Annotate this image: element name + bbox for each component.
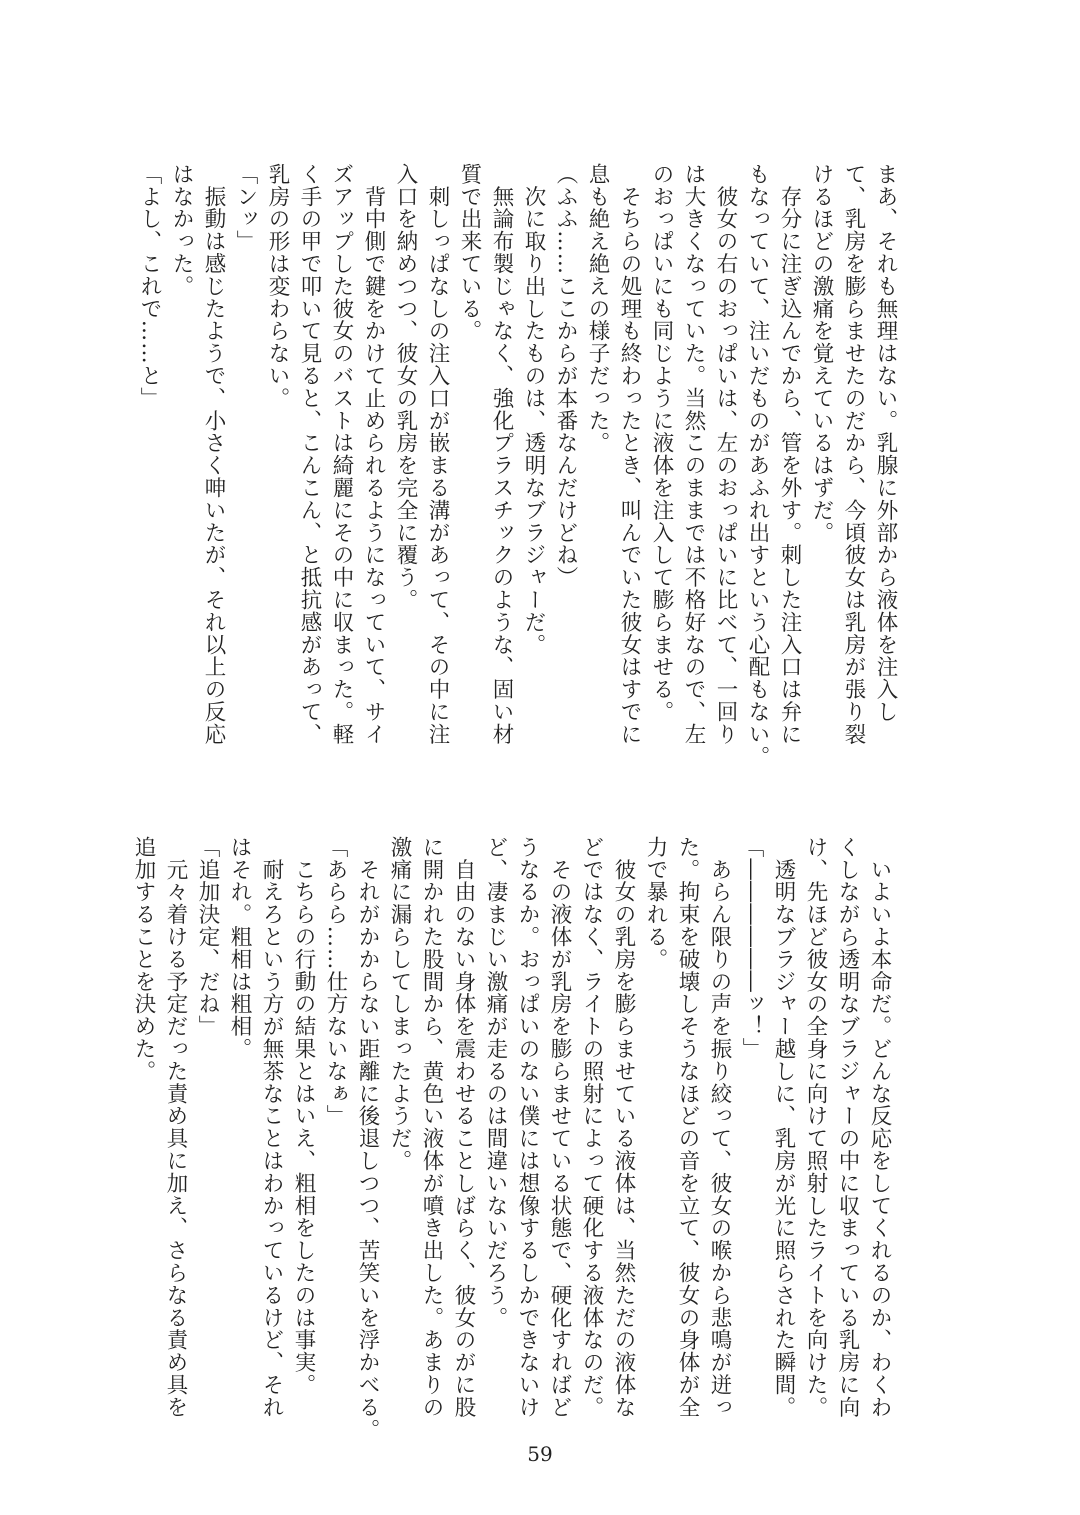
text-column: は大きくなっていた。当然このままでは不格好なので、左 <box>681 163 706 746</box>
text-column: 息も絶え絶えの様子だった。 <box>585 163 610 455</box>
text-block-bottom <box>127 836 895 1441</box>
text-column: く手の甲で叩いて見ると、こんこん、と抵抗感があって、 <box>297 163 322 746</box>
text-column: 力で暴れる。 <box>643 836 668 971</box>
text-column: その液体が乳房を膨らませている状態で、硬化すればど <box>547 836 572 1419</box>
text-column: 乳房の形は変わらない。 <box>265 163 290 410</box>
text-column: 追加することを決めた。 <box>131 836 156 1083</box>
text-column: 「追加決定、だね」 <box>195 836 220 1038</box>
text-column: 次に取り出したものは、透明なブラジャーだ。 <box>521 163 546 656</box>
text-column: くしながら透明なブラジャーの中に収まっている乳房に向 <box>835 836 860 1419</box>
text-column: （ふふ……ここからが本番なんだけどね） <box>553 163 578 589</box>
text-column: 耐えろという方が無茶なことはわかっているけど、それ <box>259 836 284 1419</box>
text-column: 元々着ける予定だった責め具に加え、さらなる責め具を <box>163 836 188 1419</box>
text-column: 振動は感じたようで、小さく呻いたが、それ以上の反応 <box>201 163 226 746</box>
text-column: け、先ほど彼女の全身に向けて照射したライトを向けた。 <box>803 836 828 1419</box>
text-column: 背中側で鍵をかけて止められるようになっていて、サイ <box>361 163 386 746</box>
text-column: 透明なブラジャー越しに、乳房が光に照らされた瞬間。 <box>771 836 796 1419</box>
text-column: 刺しっぱなしの注入口が嵌まる溝があって、その中に注 <box>425 163 450 746</box>
page-number: 59 <box>527 1442 553 1466</box>
text-column: うなるか。おっぱいのない僕には想像するしかできないけ <box>515 836 540 1419</box>
text-column: 入口を納めつつ、彼女の乳房を完全に覆う。 <box>393 163 418 611</box>
text-column: あらん限りの声を振り絞って、彼女の喉から悲鳴が迸っ <box>707 836 732 1419</box>
text-column: そちらの処理も終わったとき、叫んでいた彼女はすでに <box>617 163 642 746</box>
text-column: ど、凄まじい激痛が走るのは間違いないだろう。 <box>483 836 508 1329</box>
text-block-top <box>133 163 901 768</box>
text-column: 彼女の右のおっぱいは、左のおっぱいに比べて、一回り <box>713 163 738 746</box>
text-column: いよいよ本命だ。どんな反応をしてくれるのか、わくわ <box>867 836 892 1419</box>
text-column: それがかからない距離に後退しつつ、苦笑いを浮かべる。 <box>355 836 380 1441</box>
text-column: のおっぱいにも同じように液体を注入して膨らませる。 <box>649 163 674 723</box>
text-column: 自由のない身体を震わせることしばらく、彼女のがに股 <box>451 836 476 1419</box>
text-column: 激痛に漏らしてしまったようだ。 <box>387 836 412 1172</box>
text-column: て、乳房を膨らませたのだから、今頃彼女は乳房が張り裂 <box>841 163 866 746</box>
text-column: はなかった。 <box>169 163 194 298</box>
text-column: 「――――――ッ！」 <box>739 836 764 1060</box>
text-column: はそれ。粗相は粗相。 <box>227 836 252 1060</box>
text-column: 「あらら……仕方ないなぁ」 <box>323 836 348 1128</box>
text-column: 無論布製じゃなく、強化プラスチックのような、固い材 <box>489 163 514 746</box>
text-column: どではなく、ライトの照射によって硬化する液体なのだ。 <box>579 836 604 1419</box>
text-column: ズアップした彼女のバストは綺麗にその中に収まった。軽 <box>329 163 354 746</box>
text-column: 「よし、これで……と」 <box>137 163 162 410</box>
text-column: けるほどの激痛を覚えているはずだ。 <box>809 163 834 544</box>
text-column: 質で出来ている。 <box>457 163 482 343</box>
text-column: もなっていて、注いだものがあふれ出すという心配もない。 <box>745 163 770 768</box>
text-column: こちらの行動の結果とはいえ、粗相をしたのは事実。 <box>291 836 316 1396</box>
text-column: 彼女の乳房を膨らませている液体は、当然ただの液体な <box>611 836 636 1419</box>
text-column: た。拘束を破壊しそうなほどの音を立て、彼女の身体が全 <box>675 836 700 1419</box>
text-column: まあ、それも無理はない。乳腺に外部から液体を注入し <box>873 163 898 723</box>
text-column: に開かれた股間から、黄色い液体が噴き出した。あまりの <box>419 836 444 1419</box>
text-column: 「ンッ」 <box>233 163 258 253</box>
text-column: 存分に注ぎ込んでから、管を外す。刺した注入口は弁に <box>777 163 802 746</box>
